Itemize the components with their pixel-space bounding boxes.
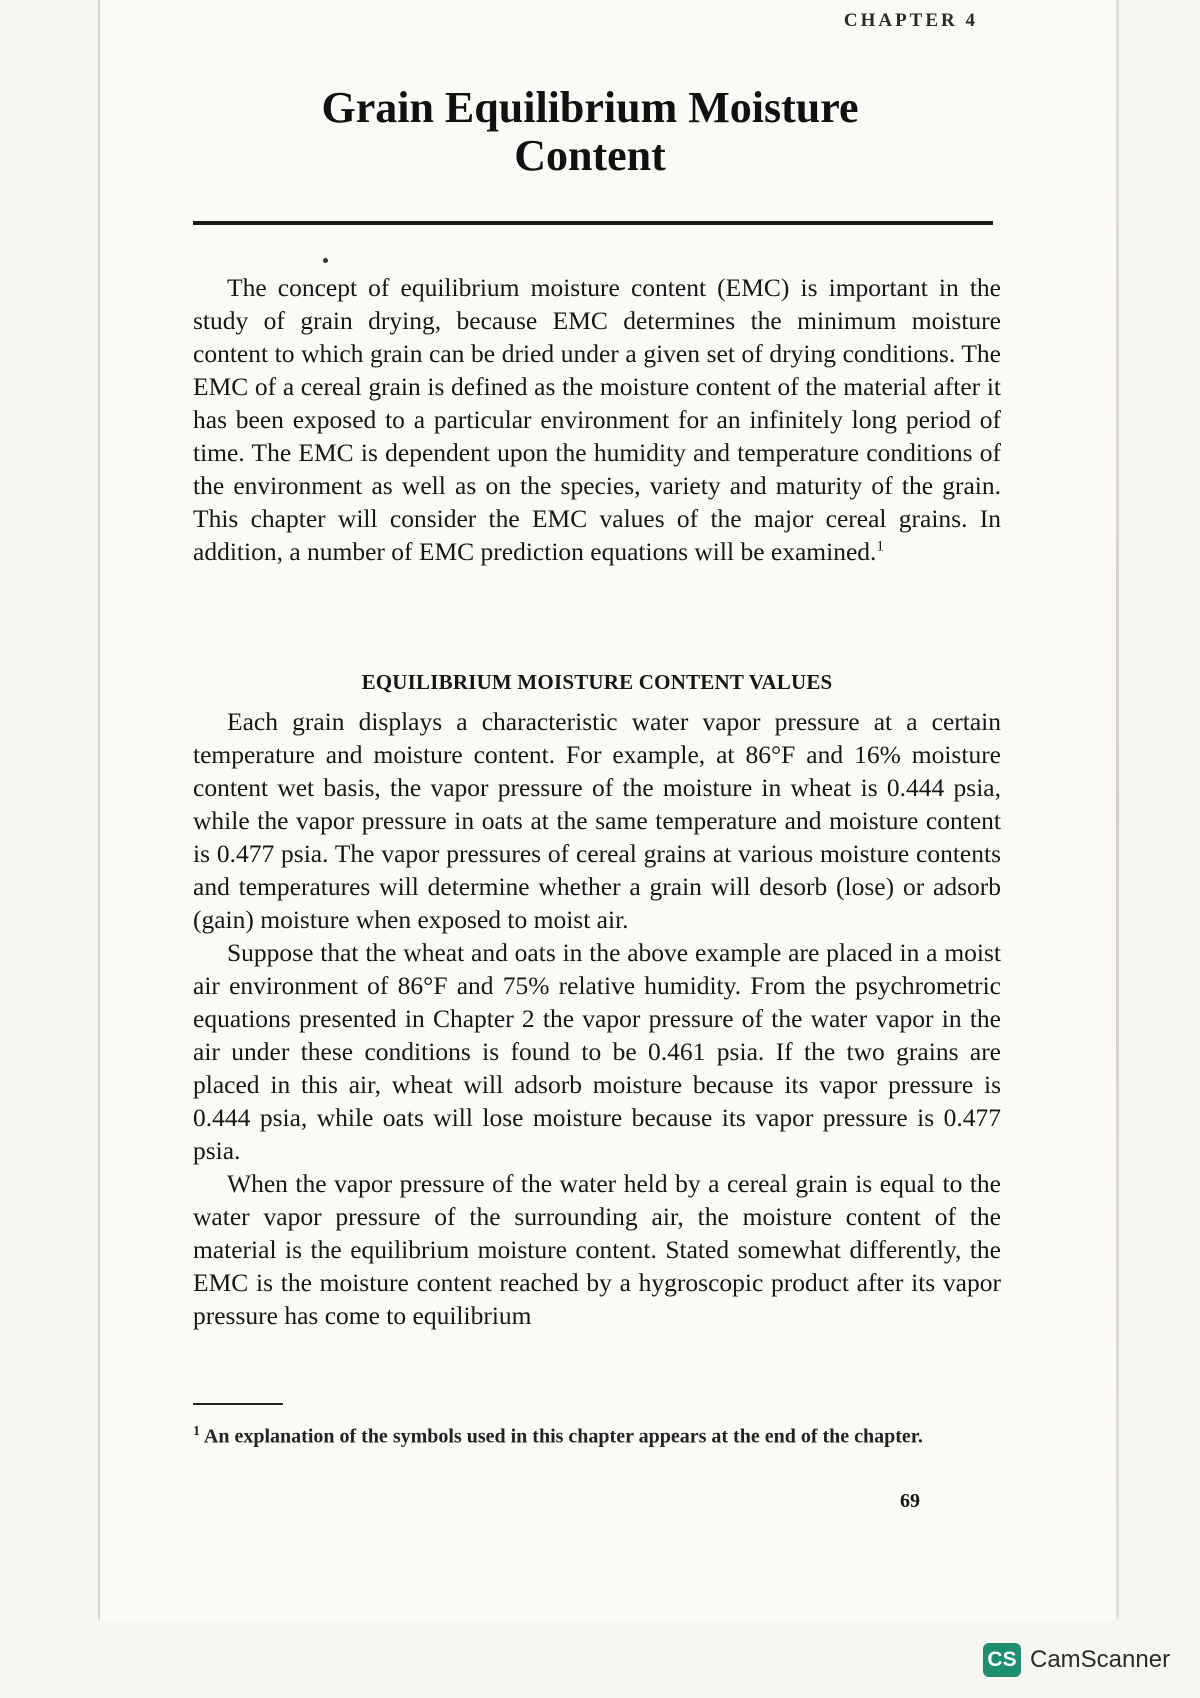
title-line-2: Content [514, 131, 666, 180]
camscanner-brand: CamScanner [1030, 1646, 1171, 1673]
page-number: 69 [900, 1490, 920, 1512]
footnote [193, 1420, 1001, 1449]
intro-section [193, 271, 1001, 568]
section-heading: EQUILIBRIUM MOISTURE CONTENT VALUES [361, 670, 833, 694]
scan-speck [323, 258, 328, 263]
section-paragraph-3: When the vapor pressure of the water held by a cereal grain is equal to the water vapor pressure of the surrounding air, the moisture content of the material is the equilibrium moisture content. Stated somewhat differently, the EMC is the moisture content reached by a hygroscopic product after its vapor pressure has come to equilibrium [193, 1169, 1001, 1330]
footnote-marker: 1 [193, 1424, 200, 1439]
chapter-label: CHAPTER 4 [843, 10, 978, 31]
intro-paragraph [193, 271, 1001, 568]
footnote-rule [193, 1403, 283, 1405]
page-edge-left [98, 0, 100, 1620]
title-rule [193, 221, 993, 225]
footnote-text: An explanation of the symbols used in this chapter appears at the end of the chapter. [203, 1425, 923, 1448]
footnote-reference: 1 [876, 538, 884, 555]
page-edge-right [1116, 0, 1119, 1620]
section-paragraph-2: Suppose that the wheat and oats in the above example are placed in a moist air environment of 86°F and 75% relative humidity. From the psychrometric equations presented in Chapter 2 the vapor pressure of the water vapor in the air under these conditions is found to be 0.461 psia. If the two grains are placed in this air, wheat will adsorb moisture because its vapor pressure is 0.444 psia, while oats will lose moisture because its vapor pressure is 0.477 psia. [193, 938, 1001, 1165]
camscanner-logo-icon: CS [983, 1643, 1021, 1677]
section-paragraph-1: Each grain displays a characteristic water vapor pressure at a certain temperature and moisture content. For example, at 86°F and 16% moisture content wet basis, the vapor pressure of the moisture in wheat is 0.444 psia, while the vapor pressure in oats at the same temperature and moisture content is 0.477 psia. The vapor pressures of cereal grains at various moisture contents and temperatures will determine whether a grain will desorb (lose) or adsorb (gain) moisture when exposed to moist air. [193, 707, 1001, 934]
intro-text: The concept of equilibrium moisture content (EMC) is important in the study of grain drying, because EMC determines the minimum moisture content to which grain can be dried under a given set of drying conditions. The EMC of a cereal grain is defined as the moisture content of the material after it has been exposed to a particular environment for an infinitely long period of time. The EMC is dependent upon the humidity and temperature conditions of the environment as well as on the species, variety and maturity of the grain. This chapter will consider the EMC values of the major cereal grains. In addition, a number of EMC prediction equations will be examined. [193, 273, 1001, 566]
chapter-title [250, 84, 930, 180]
section-body [193, 705, 1001, 1332]
title-line-1: Grain Equilibrium Moisture [321, 83, 859, 132]
